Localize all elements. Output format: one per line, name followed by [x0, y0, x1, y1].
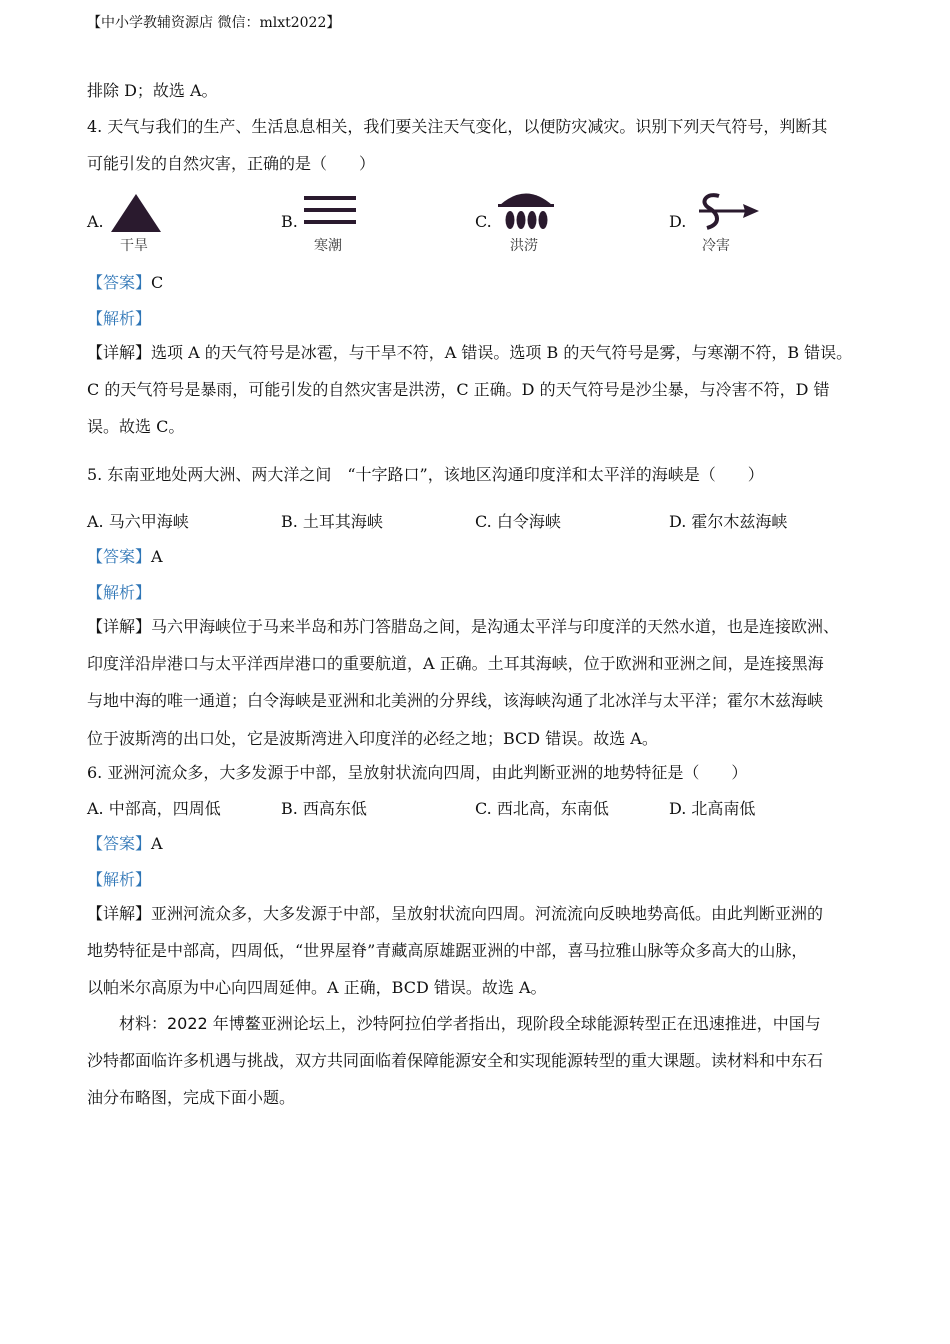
q4-stem-line-2: 可能引发的自然灾害，正确的是（ ）	[87, 154, 376, 173]
q5-detail-line-2: 印度洋沿岸港口与太平洋西岸港口的重要航道，A 正确。土耳其海峡，位于欧洲和亚洲之间，是连接黑海	[87, 654, 824, 673]
q6-option-b: B. 西高东低	[281, 799, 367, 818]
q5-option-a: A. 马六甲海峡	[87, 512, 189, 531]
option-letter: B.	[281, 212, 298, 231]
q4-detail-line-2: C 的天气符号是暴雨，可能引发的自然灾害是洪涝，C 正确。D 的天气符号是沙尘暴，与冷害不符，D 错	[87, 380, 830, 399]
q4-option-d	[669, 188, 789, 258]
q5-option-b: B. 土耳其海峡	[281, 512, 383, 531]
option-caption: 洪涝	[510, 238, 538, 254]
option-caption: 冷害	[702, 238, 730, 254]
option-caption: 寒潮	[314, 238, 342, 254]
q6-detail-line-1	[87, 903, 823, 925]
option-letter: D.	[669, 212, 687, 231]
option-letter: A.	[87, 212, 104, 231]
option-letter: C.	[475, 212, 492, 231]
detail-text: 亚洲河流众多，大多发源于中部，呈放射状流向四周。河流流向反映地势高低。由此判断亚洲的	[151, 904, 824, 923]
answer-tag: 【答案】	[87, 273, 152, 292]
answer-value: C	[151, 273, 164, 292]
answer-tag: 【答案】	[87, 834, 152, 853]
q4-option-a	[87, 188, 207, 258]
fog-lines-icon	[303, 194, 357, 228]
q6-analysis	[87, 869, 151, 891]
q4-analysis	[87, 308, 151, 330]
prev-answer-end: 排除 D；故选 A。	[87, 81, 218, 100]
q6-option-a: A. 中部高，四周低	[87, 799, 221, 818]
q5-stem: 5. 东南亚地处两大洲、两大洋之间 “十字路口”，该地区沟通印度洋和太平洋的海峡是（ ）	[87, 465, 764, 484]
q6-option-d: D. 北高南低	[669, 799, 756, 818]
q6-option-c: C. 西北高，东南低	[475, 799, 609, 818]
detail-tag: 【详解】	[87, 617, 152, 636]
detail-tag: 【详解】	[87, 343, 152, 362]
analysis-tag: 【解析】	[87, 309, 152, 328]
page-header: 【中小学教辅资源店 微信：mlxt2022】	[87, 15, 341, 31]
answer-value: A	[151, 547, 163, 566]
q6-stem: 6. 亚洲河流众多，大多发源于中部，呈放射状流向四周，由此判断亚洲的地势特征是（ ）	[87, 763, 748, 782]
q5-analysis	[87, 582, 151, 604]
material-line-1: 材料：2022 年博鳌亚洲论坛上，沙特阿拉伯学者指出，现阶段全球能源转型正在迅速推进，中国与	[87, 1014, 821, 1033]
q6-detail-line-2: 地势特征是中部高，四周低，“世界屋脊”青藏高原雄踞亚洲的中部，喜马拉雅山脉等众多高大的山脉，	[87, 941, 808, 960]
answer-tag: 【答案】	[87, 547, 152, 566]
sandstorm-icon	[689, 190, 761, 234]
analysis-tag: 【解析】	[87, 583, 152, 602]
hail-triangle-icon	[109, 192, 163, 234]
material-line-2: 沙特都面临许多机遇与挑战，双方共同面临着保障能源安全和实现能源转型的重大课题。读材料和中东石	[87, 1051, 824, 1070]
q4-detail-line-1	[87, 342, 852, 364]
q5-detail-line-3: 与地中海的唯一通道；白令海峡是亚洲和北美洲的分界线，该海峡沟通了北冰洋与太平洋；霍尔木兹海峡	[87, 691, 824, 710]
q4-detail-line-3: 误。故选 C。	[87, 417, 185, 436]
q6-detail-line-3: 以帕米尔高原为中心向四周延伸。A 正确，BCD 错误。故选 A。	[87, 978, 547, 997]
q5-option-d: D. 霍尔木兹海峡	[669, 512, 788, 531]
q4-stem-line-1: 4. 天气与我们的生产、生活息息相关，我们要关注天气变化，以便防灾减灾。识别下列天气符号，判断其	[87, 117, 828, 136]
q5-answer	[87, 546, 163, 568]
q5-detail-line-1	[87, 616, 839, 638]
q5-option-c: C. 白令海峡	[475, 512, 561, 531]
material-line-3: 油分布略图，完成下面小题。	[87, 1088, 296, 1107]
q6-answer	[87, 833, 163, 855]
detail-text: 选项 A 的天气符号是冰雹，与干旱不符，A 错误。选项 B 的天气符号是雾，与寒潮不符，B 错误。	[151, 343, 853, 362]
option-caption: 干旱	[120, 238, 148, 254]
q5-detail-line-4: 位于波斯湾的出口处，它是波斯湾进入印度洋的必经之地；BCD 错误。故选 A。	[87, 729, 658, 748]
q4-option-b	[281, 188, 401, 258]
detail-text: 马六甲海峡位于马来半岛和苏门答腊岛之间，是沟通太平洋与印度洋的天然水道，也是连接欧洲、	[151, 617, 840, 636]
detail-tag: 【详解】	[87, 904, 152, 923]
rainstorm-icon	[497, 188, 555, 234]
q4-option-c	[475, 188, 595, 258]
q4-answer	[87, 272, 163, 294]
analysis-tag: 【解析】	[87, 870, 152, 889]
answer-value: A	[151, 834, 163, 853]
